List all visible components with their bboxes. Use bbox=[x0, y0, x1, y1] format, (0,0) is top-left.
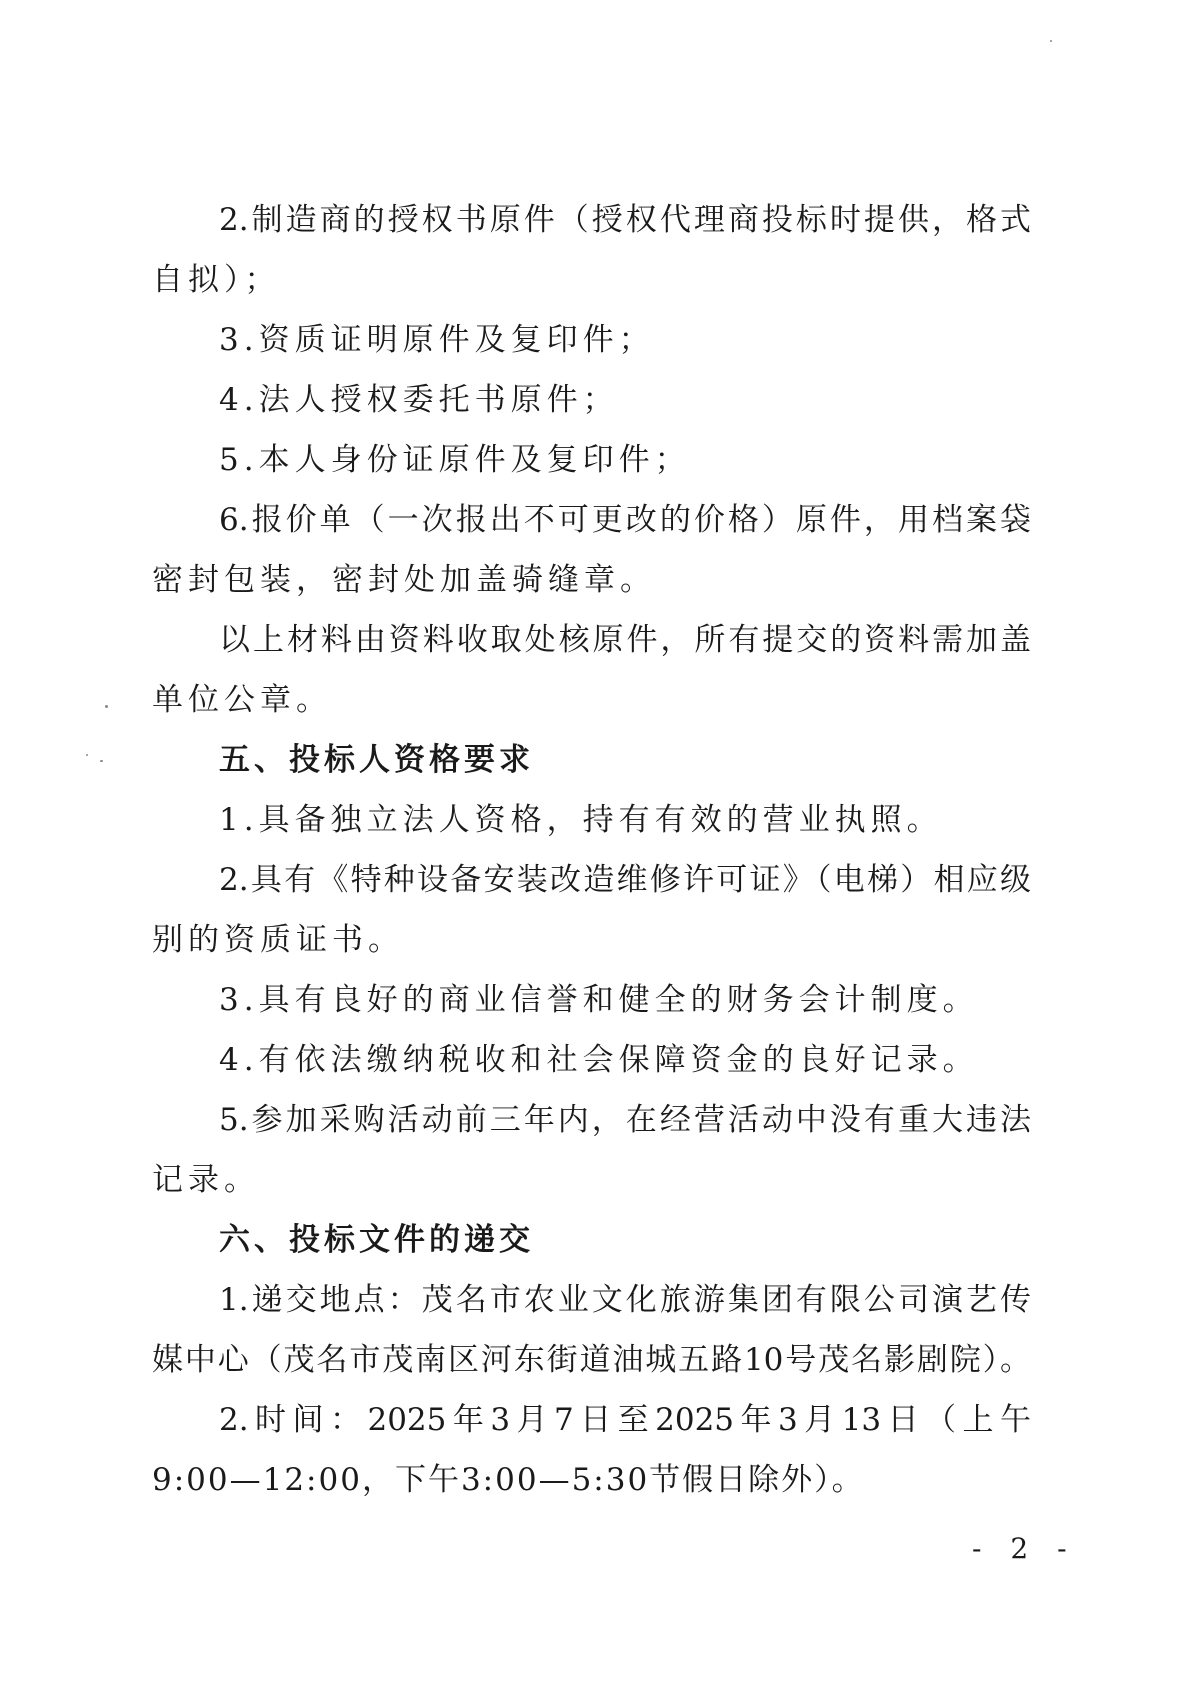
paragraph-line: 1.递交地点：茂名市农业文化旅游集团有限公司演艺传 bbox=[219, 1282, 1031, 1318]
paragraph-line: 1.具备独立法人资格，持有有效的营业执照。 bbox=[219, 802, 943, 838]
paragraph-line: 3.资质证明原件及复印件； bbox=[219, 322, 655, 358]
paragraph-line: 5.本人身份证原件及复印件； bbox=[219, 442, 691, 478]
paragraph-line: 4.法人授权委托书原件； bbox=[219, 382, 619, 418]
paragraph-line: 密封包装，密封处加盖骑缝章。 bbox=[152, 562, 656, 598]
page-number: - 2 - bbox=[972, 1532, 1077, 1565]
scan-speck bbox=[1050, 40, 1052, 42]
paragraph-line: 2.具有《特种设备安装改造维修许可证》（电梯）相应级 bbox=[219, 862, 1031, 898]
paragraph-line: 以上材料由资料收取处核原件，所有提交的资料需加盖 bbox=[219, 622, 1031, 658]
scan-speck bbox=[105, 705, 108, 708]
section-heading: 五、投标人资格要求 bbox=[219, 742, 534, 778]
section-heading: 六、投标文件的递交 bbox=[219, 1222, 534, 1258]
paragraph-line: 5.参加采购活动前三年内，在经营活动中没有重大违法 bbox=[219, 1102, 1031, 1138]
paragraph-line: 媒中心（茂名市茂南区河东街道油城五路10号茂名影剧院）。 bbox=[152, 1342, 1031, 1378]
paragraph-line: 记录。 bbox=[152, 1162, 260, 1198]
paragraph-line: 9:00—12:00，下午3:00—5:30节假日除外）。 bbox=[152, 1462, 865, 1498]
paragraph-line: 3.具有良好的商业信誉和健全的财务会计制度。 bbox=[219, 982, 979, 1018]
paragraph-line: 6.报价单（一次报出不可更改的价格）原件，用档案袋 bbox=[219, 502, 1031, 538]
paragraph-line: 自拟）； bbox=[152, 262, 281, 298]
paragraph-line: 4.有依法缴纳税收和社会保障资金的良好记录。 bbox=[219, 1042, 979, 1078]
scan-speck bbox=[100, 760, 103, 762]
scan-speck bbox=[86, 754, 88, 756]
paragraph-line: 2.时间：2025年3月7日至2025年3月13日（上午 bbox=[219, 1402, 1031, 1438]
paragraph-line: 2.制造商的授权书原件（授权代理商投标时提供，格式 bbox=[219, 202, 1031, 238]
paragraph-line: 单位公章。 bbox=[152, 682, 332, 718]
paragraph-line: 别的资质证书。 bbox=[152, 922, 404, 958]
